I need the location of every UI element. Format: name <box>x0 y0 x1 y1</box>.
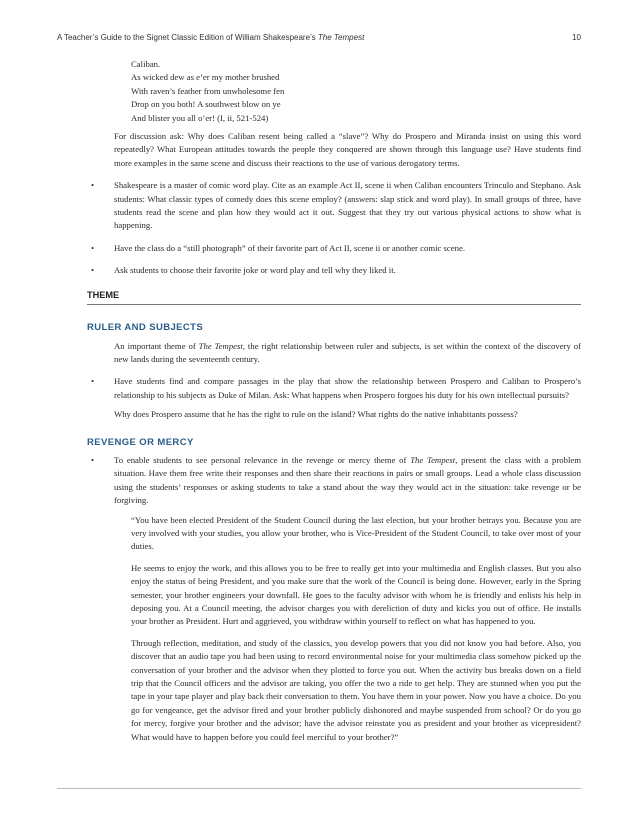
subheading-revenge-or-mercy: REVENGE OR MERCY <box>87 436 194 448</box>
scenario-paragraph: Through reflection, meditation, and study of the classics, you develop powers that you did not know you had before. Also, you discover that an audio tape you had been using to record environmental noise for your multimedia class somehow picked up the conversation of your brother and the advisor when they plotted to force you out. When the activity bus breaks down on a field trip that the Council officers and the advisor are taking, you offer the two a ride to get help. They are stunned when you put the tape in your tape player and play back their conversation to them. You have them in your power. Now you have a choice. Do you go for vengeance, get the advisor fired and your brother publicly dishonored and maybe suspended from school? Or do you go for mercy, forgive your brother and the advisor; have the advisor reinstate you as president and your brother as vicepresident? What would have to happen before you could feel merciful to your brother?” <box>131 637 581 742</box>
verse-quote <box>114 58 581 125</box>
verse-line: With raven’s feather from unwholesome fen <box>131 85 285 96</box>
section-heading-theme: THEME <box>87 289 581 305</box>
ruler-followup-paragraph: Why does Prospero assume that he has the right to rule on the island? What rights do the native inhabitants possess? <box>114 409 518 420</box>
scenario-paragraph: “You have been elected President of the Student Council during the last election, but your brother betrays you. Because you are very involved with your studies, you allow your brother, who is Vice-President of the Student Council, to take over most of your duties. <box>131 514 581 552</box>
verse-line: As wicked dew as e’er my mother brushed <box>131 72 280 83</box>
list-item-text: Ask students to choose their favorite joke or word play and tell why they liked it. <box>114 265 396 276</box>
bullet-marker: • <box>91 265 95 276</box>
list-item-text: Shakespeare is a master of comic word play. Cite as an example Act II, scene ii when Caliban encounters Trinculo and Stephano. Ask students: What classic types of comedy does this scene employ? (answers: slap stick and word play). In small groups of three, have students read the scene and plan how they would act it out. Suggest that they try out various physical actions to show what is happening. <box>114 180 581 231</box>
list-item <box>91 454 582 508</box>
ruler-intro-paragraph: An important theme of The Tempest, the right relationship between ruler and subjects, is set within the context of the discovery of new lands during the seventeenth century. <box>114 340 581 364</box>
subheading-ruler-and-subjects: RULER AND SUBJECTS <box>87 322 204 334</box>
list-item-text: To enable students to see personal relevance in the revenge or mercy theme of The Tempest, present the class with a problem situation. Have them free write their responses and then share their reactions in pairs or small groups. Lead a whole class discussion using the students’ responses or asking students to take a stand about the way they would act in the situation: take revenge or be forgiving. <box>114 454 582 506</box>
verse-line: And blister you all o’er! (I, ii, 521-524) <box>131 112 269 123</box>
list-item-text: Have the class do a “still photograph” of their favorite part of Act II, scene ii or another comic scene. <box>114 242 465 253</box>
list-item <box>91 242 581 255</box>
list-item <box>91 179 581 233</box>
bullet-marker: • <box>91 180 95 191</box>
footer-divider <box>57 788 581 789</box>
bullet-marker: • <box>91 242 95 253</box>
bullet-marker: • <box>91 376 95 387</box>
list-item <box>91 264 581 277</box>
discussion-paragraph: For discussion ask: Why does Caliban resent being called a “slave”? Why do Prospero and Miranda insist on using this word repeatedly? What European attitudes towards the people they conquered are shown through this language use? Have students find more examples in the same scene and discuss their reactions to the use of various derogatory terms. <box>114 131 581 168</box>
verse-line: Caliban. <box>131 59 161 69</box>
list-item-text: Have students find and compare passages in the play that show the relationship between Prospero and Caliban to Prospero’s relationship to his subjects as Duke of Milan. Ask: What happens when Prospero forgoes his duty for his own intellectual pursuits? <box>114 376 581 400</box>
list-item <box>91 375 581 402</box>
bullet-marker: • <box>91 454 95 465</box>
verse-line: Drop on you both! A southwest blow on ye <box>131 99 281 110</box>
scenario-paragraph: He seems to enjoy the work, and this allows you to be free to really get into your multimedia and English classes. But you also enjoy the status of being President, and you make sure that the work of the Council is being done. However, early in the Spring semester, your brother engineers your downfall. He goes to the faculty advisor with whom he is friendly and enlists his help in deposing you. At a Council meeting, the advisor charges you with dereliction of duty and kicks you out of office. He installs your brother as President. Hurt and aggrieved, you withdraw within yourself to reflect on what has happened to you. <box>131 562 581 627</box>
page-content <box>87 58 582 752</box>
page-number: 10 <box>572 33 581 42</box>
running-title: A Teacher’s Guide to the Signet Classic Edition of William Shakespeare’s The Tempest <box>57 33 365 42</box>
